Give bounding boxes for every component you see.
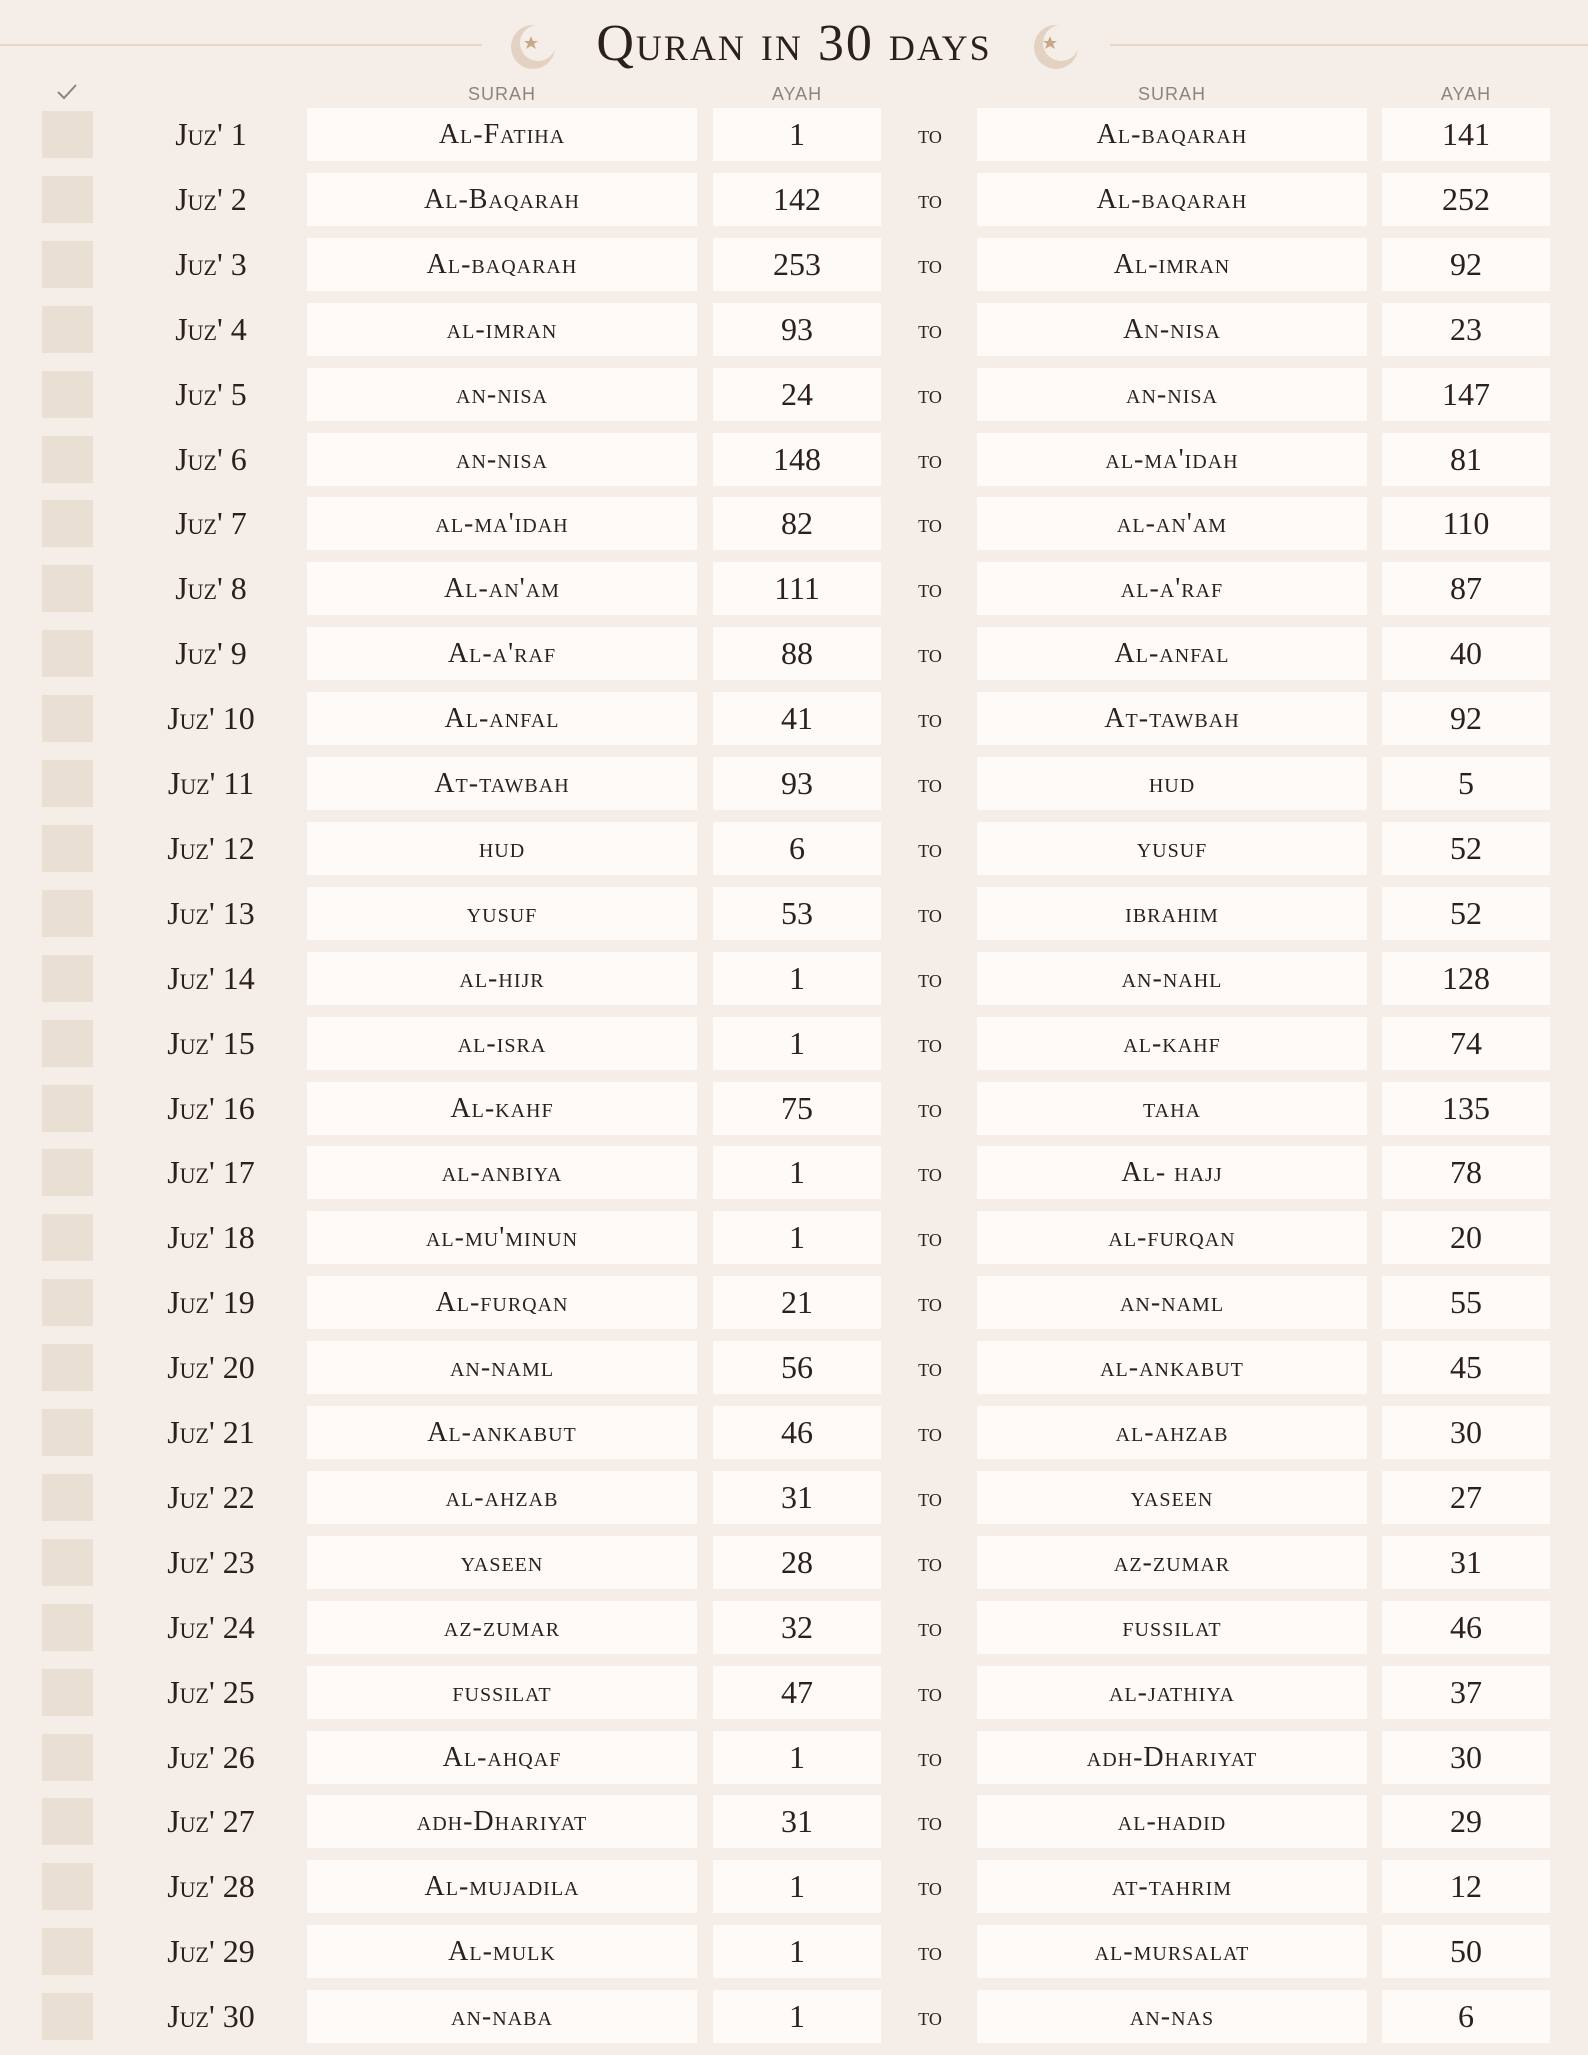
from-surah-cell: al-anbiya bbox=[307, 1146, 697, 1199]
from-surah-cell: Al-an'am bbox=[307, 562, 697, 615]
from-ayah-cell: 31 bbox=[713, 1471, 881, 1524]
to-label: to bbox=[918, 380, 942, 409]
from-ayah-cell: 93 bbox=[713, 757, 881, 810]
from-ayah-cell: 1 bbox=[713, 1860, 881, 1913]
to-surah-cell: al-jathiya bbox=[977, 1666, 1367, 1719]
from-ayah-cell: 24 bbox=[713, 368, 881, 421]
juz-label: Juz' 22 bbox=[167, 1479, 255, 1515]
from-surah-cell: an-naml bbox=[307, 1341, 697, 1394]
to-ayah-cell: 135 bbox=[1382, 1082, 1550, 1135]
to-ayah-cell: 92 bbox=[1382, 238, 1550, 291]
column-header-surah-start: SURAH bbox=[467, 84, 536, 104]
progress-checkbox[interactable] bbox=[42, 1085, 93, 1132]
to-ayah-cell: 141 bbox=[1382, 108, 1550, 161]
table-row bbox=[0, 1341, 1588, 1394]
juz-label: Juz' 23 bbox=[167, 1544, 255, 1580]
to-label: to bbox=[918, 639, 942, 668]
to-label: to bbox=[918, 1353, 942, 1382]
progress-checkbox[interactable] bbox=[42, 1409, 93, 1456]
to-surah-cell: al-kahf bbox=[977, 1017, 1367, 1070]
to-surah-cell: yusuf bbox=[977, 822, 1367, 875]
from-ayah-cell: 31 bbox=[713, 1795, 881, 1848]
checkmark-icon bbox=[55, 79, 79, 103]
to-ayah-cell: 23 bbox=[1382, 303, 1550, 356]
to-ayah-cell: 128 bbox=[1382, 952, 1550, 1005]
table-row bbox=[0, 757, 1588, 810]
progress-checkbox[interactable] bbox=[42, 1734, 93, 1781]
from-surah-cell: al-hijr bbox=[307, 952, 697, 1005]
to-label: to bbox=[918, 1548, 942, 1577]
from-surah-cell: Al-furqan bbox=[307, 1276, 697, 1329]
to-ayah-cell: 74 bbox=[1382, 1017, 1550, 1070]
to-label: to bbox=[918, 250, 942, 279]
from-ayah-cell: 142 bbox=[713, 173, 881, 226]
to-ayah-cell: 29 bbox=[1382, 1795, 1550, 1848]
table-row bbox=[0, 368, 1588, 421]
progress-checkbox[interactable] bbox=[42, 825, 93, 872]
progress-checkbox[interactable] bbox=[42, 1214, 93, 1261]
juz-label: Juz' 20 bbox=[167, 1349, 255, 1385]
table-row bbox=[0, 433, 1588, 486]
table-row bbox=[0, 108, 1588, 161]
to-surah-cell: yaseen bbox=[977, 1471, 1367, 1524]
from-surah-cell: al-mu'minun bbox=[307, 1211, 697, 1264]
from-ayah-cell: 1 bbox=[713, 1146, 881, 1199]
column-header-surah-end: SURAH bbox=[1137, 84, 1206, 104]
from-surah-cell: Al-Fatiha bbox=[307, 108, 697, 161]
to-surah-cell: at-tahrim bbox=[977, 1860, 1367, 1913]
table-row bbox=[0, 822, 1588, 875]
to-surah-cell: an-nas bbox=[977, 1990, 1367, 2043]
from-surah-cell: Al-baqarah bbox=[307, 238, 697, 291]
to-label: to bbox=[918, 1483, 942, 1512]
from-ayah-cell: 56 bbox=[713, 1341, 881, 1394]
to-surah-cell: al-mursalat bbox=[977, 1925, 1367, 1978]
table-row bbox=[0, 1276, 1588, 1329]
progress-checkbox[interactable] bbox=[42, 306, 93, 353]
from-ayah-cell: 47 bbox=[713, 1666, 881, 1719]
to-label: to bbox=[918, 834, 942, 863]
table-row bbox=[0, 1860, 1588, 1913]
progress-checkbox[interactable] bbox=[42, 1279, 93, 1326]
juz-label: Juz' 24 bbox=[167, 1609, 255, 1645]
table-row bbox=[0, 952, 1588, 1005]
to-surah-cell: Al-imran bbox=[977, 238, 1367, 291]
juz-label: Juz' 28 bbox=[167, 1868, 255, 1904]
from-surah-cell: hud bbox=[307, 822, 697, 875]
from-surah-cell: Al-kahf bbox=[307, 1082, 697, 1135]
from-surah-cell: yusuf bbox=[307, 887, 697, 940]
to-ayah-cell: 20 bbox=[1382, 1211, 1550, 1264]
from-surah-cell: adh-Dhariyat bbox=[307, 1795, 697, 1848]
from-surah-cell: fussilat bbox=[307, 1666, 697, 1719]
juz-label: Juz' 9 bbox=[175, 635, 247, 671]
from-surah-cell: al-ahzab bbox=[307, 1471, 697, 1524]
to-ayah-cell: 30 bbox=[1382, 1731, 1550, 1784]
progress-checkbox[interactable] bbox=[42, 1020, 93, 1067]
from-surah-cell: an-naba bbox=[307, 1990, 697, 2043]
from-surah-cell: Al-mulk bbox=[307, 1925, 697, 1978]
table-row bbox=[0, 1146, 1588, 1199]
from-ayah-cell: 1 bbox=[713, 108, 881, 161]
to-label: to bbox=[918, 1094, 942, 1123]
to-ayah-cell: 46 bbox=[1382, 1601, 1550, 1654]
to-label: to bbox=[918, 315, 942, 344]
to-label: to bbox=[918, 1223, 942, 1252]
from-surah-cell: al-isra bbox=[307, 1017, 697, 1070]
table-row bbox=[0, 692, 1588, 745]
to-ayah-cell: 81 bbox=[1382, 433, 1550, 486]
to-ayah-cell: 40 bbox=[1382, 627, 1550, 680]
from-ayah-cell: 46 bbox=[713, 1406, 881, 1459]
from-ayah-cell: 82 bbox=[713, 497, 881, 550]
table-row bbox=[0, 1406, 1588, 1459]
juz-label: Juz' 6 bbox=[175, 441, 247, 477]
progress-checkbox[interactable] bbox=[42, 1863, 93, 1910]
from-ayah-cell: 111 bbox=[713, 562, 881, 615]
from-surah-cell: al-ma'idah bbox=[307, 497, 697, 550]
column-header-ayah-end: AYAH bbox=[1440, 84, 1492, 104]
to-label: to bbox=[918, 1743, 942, 1772]
progress-checkbox[interactable] bbox=[42, 760, 93, 807]
from-surah-cell: Al-a'raf bbox=[307, 627, 697, 680]
to-surah-cell: taha bbox=[977, 1082, 1367, 1135]
juz-label: Juz' 26 bbox=[167, 1739, 255, 1775]
from-ayah-cell: 1 bbox=[713, 1731, 881, 1784]
to-label: to bbox=[918, 445, 942, 474]
from-ayah-cell: 53 bbox=[713, 887, 881, 940]
from-ayah-cell: 253 bbox=[713, 238, 881, 291]
to-surah-cell: az-zumar bbox=[977, 1536, 1367, 1589]
to-surah-cell: ibrahim bbox=[977, 887, 1367, 940]
to-label: to bbox=[918, 1807, 942, 1836]
from-ayah-cell: 41 bbox=[713, 692, 881, 745]
progress-checkbox[interactable] bbox=[42, 241, 93, 288]
juz-label: Juz' 12 bbox=[167, 830, 255, 866]
to-label: to bbox=[918, 1678, 942, 1707]
progress-checkbox[interactable] bbox=[42, 1474, 93, 1521]
to-label: to bbox=[918, 769, 942, 798]
to-ayah-cell: 252 bbox=[1382, 173, 1550, 226]
to-surah-cell: an-naml bbox=[977, 1276, 1367, 1329]
progress-checkbox[interactable] bbox=[42, 1798, 93, 1845]
progress-checkbox[interactable] bbox=[42, 371, 93, 418]
to-surah-cell: hud bbox=[977, 757, 1367, 810]
to-surah-cell: al-ankabut bbox=[977, 1341, 1367, 1394]
to-label: to bbox=[918, 899, 942, 928]
from-ayah-cell: 1 bbox=[713, 1925, 881, 1978]
from-surah-cell: az-zumar bbox=[307, 1601, 697, 1654]
table-row bbox=[0, 173, 1588, 226]
to-ayah-cell: 52 bbox=[1382, 822, 1550, 875]
from-surah-cell: Al-anfal bbox=[307, 692, 697, 745]
to-label: to bbox=[918, 574, 942, 603]
to-surah-cell: Al-baqarah bbox=[977, 173, 1367, 226]
table-row bbox=[0, 1795, 1588, 1848]
juz-label: Juz' 17 bbox=[167, 1154, 255, 1190]
to-label: to bbox=[918, 1418, 942, 1447]
to-label: to bbox=[918, 1937, 942, 1966]
from-ayah-cell: 88 bbox=[713, 627, 881, 680]
column-header-ayah-start: AYAH bbox=[771, 84, 823, 104]
to-surah-cell: al-ahzab bbox=[977, 1406, 1367, 1459]
juz-label: Juz' 1 bbox=[175, 116, 247, 152]
juz-label: Juz' 15 bbox=[167, 1025, 255, 1061]
from-surah-cell: Al-ankabut bbox=[307, 1406, 697, 1459]
table-row bbox=[0, 497, 1588, 550]
to-label: to bbox=[918, 704, 942, 733]
progress-checkbox[interactable] bbox=[42, 695, 93, 742]
juz-label: Juz' 10 bbox=[167, 700, 255, 736]
to-ayah-cell: 31 bbox=[1382, 1536, 1550, 1589]
from-surah-cell: yaseen bbox=[307, 1536, 697, 1589]
page-header bbox=[0, 0, 1588, 86]
juz-label: Juz' 25 bbox=[167, 1674, 255, 1710]
to-ayah-cell: 92 bbox=[1382, 692, 1550, 745]
juz-label: Juz' 16 bbox=[167, 1090, 255, 1126]
crescent-star-icon bbox=[1028, 19, 1084, 75]
to-ayah-cell: 52 bbox=[1382, 887, 1550, 940]
juz-label: Juz' 30 bbox=[167, 1998, 255, 2034]
table-row bbox=[0, 1017, 1588, 1070]
to-surah-cell: adh-Dhariyat bbox=[977, 1731, 1367, 1784]
from-ayah-cell: 93 bbox=[713, 303, 881, 356]
from-ayah-cell: 1 bbox=[713, 1211, 881, 1264]
to-ayah-cell: 45 bbox=[1382, 1341, 1550, 1394]
progress-checkbox[interactable] bbox=[42, 630, 93, 677]
to-ayah-cell: 6 bbox=[1382, 1990, 1550, 2043]
table-row bbox=[0, 1666, 1588, 1719]
progress-checkbox[interactable] bbox=[42, 1669, 93, 1716]
from-ayah-cell: 28 bbox=[713, 1536, 881, 1589]
to-label: to bbox=[918, 120, 942, 149]
to-ayah-cell: 50 bbox=[1382, 1925, 1550, 1978]
table-row bbox=[0, 887, 1588, 940]
from-ayah-cell: 32 bbox=[713, 1601, 881, 1654]
to-label: to bbox=[918, 1158, 942, 1187]
juz-label: Juz' 13 bbox=[167, 895, 255, 931]
to-surah-cell: Al- hajj bbox=[977, 1146, 1367, 1199]
to-label: to bbox=[918, 185, 942, 214]
to-surah-cell: fussilat bbox=[977, 1601, 1367, 1654]
juz-label: Juz' 14 bbox=[167, 960, 255, 996]
juz-label: Juz' 7 bbox=[175, 505, 247, 541]
to-ayah-cell: 78 bbox=[1382, 1146, 1550, 1199]
juz-label: Juz' 3 bbox=[175, 246, 247, 282]
to-label: to bbox=[918, 509, 942, 538]
progress-checkbox[interactable] bbox=[42, 565, 93, 612]
juz-label: Juz' 8 bbox=[175, 570, 247, 606]
from-ayah-cell: 1 bbox=[713, 1017, 881, 1070]
to-label: to bbox=[918, 1872, 942, 1901]
to-surah-cell: an-nahl bbox=[977, 952, 1367, 1005]
juz-label: Juz' 21 bbox=[167, 1414, 255, 1450]
table-row bbox=[0, 1925, 1588, 1978]
juz-label: Juz' 27 bbox=[167, 1803, 255, 1839]
juz-label: Juz' 19 bbox=[167, 1284, 255, 1320]
from-surah-cell: Al-ahqaf bbox=[307, 1731, 697, 1784]
table-row bbox=[0, 1082, 1588, 1135]
progress-checkbox[interactable] bbox=[42, 1344, 93, 1391]
from-surah-cell: At-tawbah bbox=[307, 757, 697, 810]
juz-label: Juz' 5 bbox=[175, 376, 247, 412]
table-row bbox=[0, 303, 1588, 356]
to-surah-cell: Al-baqarah bbox=[977, 108, 1367, 161]
to-label: to bbox=[918, 964, 942, 993]
to-surah-cell: al-ma'idah bbox=[977, 433, 1367, 486]
from-ayah-cell: 75 bbox=[713, 1082, 881, 1135]
juz-label: Juz' 18 bbox=[167, 1219, 255, 1255]
from-ayah-cell: 21 bbox=[713, 1276, 881, 1329]
table-row bbox=[0, 1731, 1588, 1784]
from-surah-cell: an-nisa bbox=[307, 368, 697, 421]
to-ayah-cell: 110 bbox=[1382, 497, 1550, 550]
progress-checkbox[interactable] bbox=[42, 1149, 93, 1196]
table-row bbox=[0, 627, 1588, 680]
to-label: to bbox=[918, 1288, 942, 1317]
to-ayah-cell: 87 bbox=[1382, 562, 1550, 615]
to-surah-cell: Al-anfal bbox=[977, 627, 1367, 680]
progress-checkbox[interactable] bbox=[42, 1604, 93, 1651]
to-surah-cell: At-tawbah bbox=[977, 692, 1367, 745]
progress-checkbox[interactable] bbox=[42, 1928, 93, 1975]
progress-checkbox[interactable] bbox=[42, 1539, 93, 1586]
to-ayah-cell: 30 bbox=[1382, 1406, 1550, 1459]
to-ayah-cell: 27 bbox=[1382, 1471, 1550, 1524]
to-ayah-cell: 37 bbox=[1382, 1666, 1550, 1719]
from-ayah-cell: 1 bbox=[713, 1990, 881, 2043]
to-surah-cell: An-nisa bbox=[977, 303, 1367, 356]
to-ayah-cell: 147 bbox=[1382, 368, 1550, 421]
to-ayah-cell: 5 bbox=[1382, 757, 1550, 810]
from-ayah-cell: 148 bbox=[713, 433, 881, 486]
juz-label: Juz' 29 bbox=[167, 1933, 255, 1969]
to-surah-cell: al-an'am bbox=[977, 497, 1367, 550]
progress-checkbox[interactable] bbox=[42, 436, 93, 483]
page-title: Quran in 30 days bbox=[596, 15, 992, 72]
table-row bbox=[0, 1211, 1588, 1264]
juz-label: Juz' 2 bbox=[175, 181, 247, 217]
juz-label: Juz' 11 bbox=[167, 765, 255, 801]
table-row bbox=[0, 1601, 1588, 1654]
table-row bbox=[0, 1471, 1588, 1524]
to-label: to bbox=[918, 1029, 942, 1058]
to-label: to bbox=[918, 2002, 942, 2031]
to-ayah-cell: 12 bbox=[1382, 1860, 1550, 1913]
from-ayah-cell: 6 bbox=[713, 822, 881, 875]
from-surah-cell: Al-mujadila bbox=[307, 1860, 697, 1913]
progress-checkbox[interactable] bbox=[42, 500, 93, 547]
table-row bbox=[0, 238, 1588, 291]
table-row bbox=[0, 1990, 1588, 2043]
to-surah-cell: al-furqan bbox=[977, 1211, 1367, 1264]
juz-label: Juz' 4 bbox=[175, 311, 247, 347]
from-surah-cell: Al-Baqarah bbox=[307, 173, 697, 226]
progress-checkbox[interactable] bbox=[42, 890, 93, 937]
to-surah-cell: an-nisa bbox=[977, 368, 1367, 421]
from-surah-cell: an-nisa bbox=[307, 433, 697, 486]
table-row bbox=[0, 1536, 1588, 1589]
progress-checkbox[interactable] bbox=[42, 111, 93, 158]
to-surah-cell: al-hadid bbox=[977, 1795, 1367, 1848]
to-label: to bbox=[918, 1613, 942, 1642]
table-row bbox=[0, 562, 1588, 615]
to-ayah-cell: 55 bbox=[1382, 1276, 1550, 1329]
progress-checkbox[interactable] bbox=[42, 1993, 93, 2040]
progress-checkbox[interactable] bbox=[42, 955, 93, 1002]
progress-checkbox[interactable] bbox=[42, 176, 93, 223]
from-ayah-cell: 1 bbox=[713, 952, 881, 1005]
to-surah-cell: al-a'raf bbox=[977, 562, 1367, 615]
from-surah-cell: al-imran bbox=[307, 303, 697, 356]
